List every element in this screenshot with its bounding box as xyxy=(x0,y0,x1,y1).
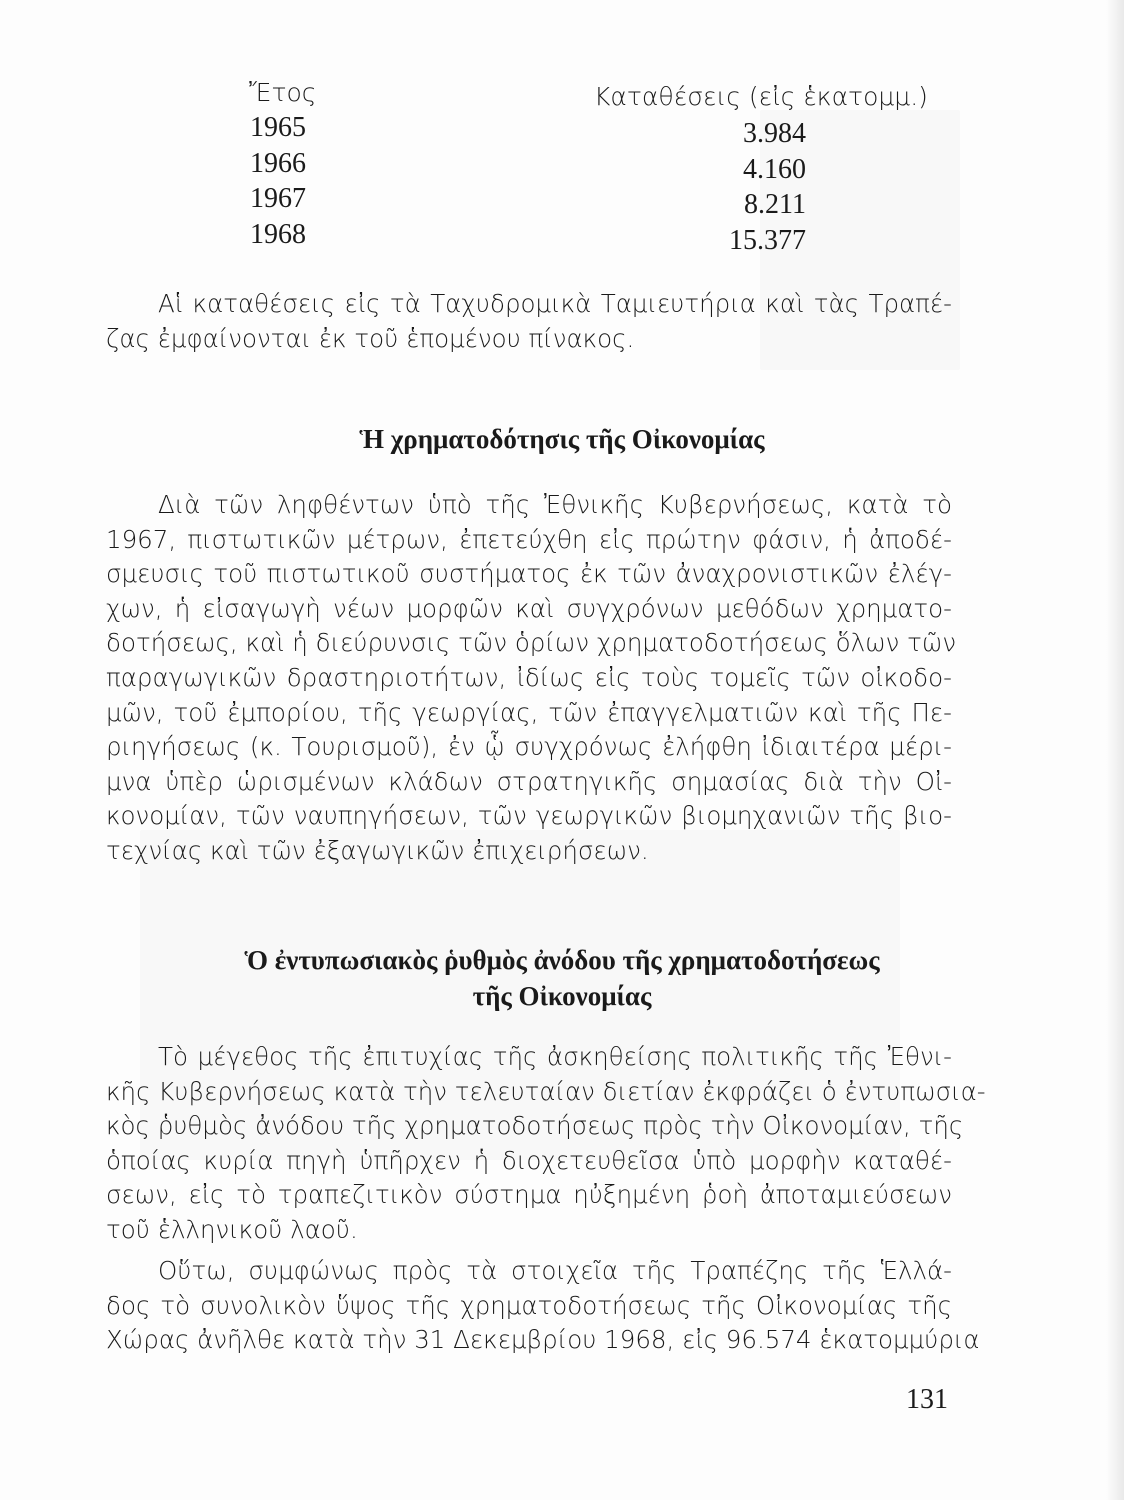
table-cell-year: 1967 xyxy=(250,183,306,214)
table-year-header: Ἔτος xyxy=(249,78,317,107)
table-row xyxy=(0,219,1124,255)
text-line: ζας ἐμφαίνονται ἐκ τοῦ ἑπομένου πίνακος. xyxy=(106,323,635,353)
text-line: δοτήσεως, καὶ ἡ διεύρυνσις τῶν ὁρίων χρηματοδοτήσεως ὅλων τῶν xyxy=(106,628,957,658)
text-line: Χώρας ἀνῆλθε κατὰ τὴν 31 Δεκεμβρίου 1968, εἰς 96.574 ἑκατομμύρια xyxy=(106,1325,980,1355)
intro-paragraph xyxy=(106,287,952,356)
total-financing-paragraph xyxy=(106,1254,980,1358)
section-heading-line: τῆς Οἰκονομίας xyxy=(472,981,652,1011)
text-line: Αἱ καταθέσεις εἰς τὰ Ταχυδρομικὰ Ταμιευτήρια καὶ τὰς Τραπέ- xyxy=(158,289,952,318)
text-line: μῶν, τοῦ ἐμπορίου, τῆς γεωργίας, τῶν ἐπαγγελματιῶν καὶ τῆς Πε- xyxy=(106,697,952,727)
financing-paragraph xyxy=(106,488,957,869)
text-line: Οὕτω, συμφώνως πρὸς τὰ στοιχεῖα τῆς Τραπέζης τῆς Ἑλλά- xyxy=(158,1256,952,1285)
text-line: τεχνίας καὶ τῶν ἐξαγωγικῶν ἐπιχειρήσεων. xyxy=(106,835,649,865)
section-heading xyxy=(0,942,1124,1014)
text-line: κὸς ῥυθμὸς ἀνόδου τῆς χρηματοδοτήσεως πρὸς τὴν Οἰκονομίαν, τῆς xyxy=(106,1111,964,1141)
section-heading-line: Ὁ ἐντυπωσιακὸς ῥυθμὸς ἀνόδου τῆς χρηματοδοτήσεως xyxy=(244,945,880,975)
text-line: σεων, εἰς τὸ τραπεζιτικὸν σύστημα ηὐξημένη ῥοὴ ἀποταμιεύσεων xyxy=(106,1180,952,1210)
table-cell-value: 8.211 xyxy=(744,189,806,220)
table-cell-value: 15.377 xyxy=(729,225,806,256)
table-row xyxy=(0,148,1124,184)
table-row xyxy=(0,112,1124,148)
page-number: 131 xyxy=(906,1384,948,1415)
text-line: ριηγήσεως (κ. Τουρισμοῦ), ἐν ᾧ συγχρόνως ἐλήφθη ἰδιαιτέρα μέρι- xyxy=(106,732,952,762)
table-cell-year: 1968 xyxy=(250,219,306,250)
text-line: ὁποίας κυρία πηγὴ ὑπῆρχεν ἡ διοχετευθεῖσα ὑπὸ μορφὴν καταθέ- xyxy=(106,1145,952,1175)
text-line: κῆς Κυβερνήσεως κατὰ τὴν τελευταίαν διετίαν ἐκφράζει ὁ ἐντυπωσια- xyxy=(106,1076,986,1106)
text-line: Τὸ μέγεθος τῆς ἐπιτυχίας τῆς ἀσκηθείσης πολιτικῆς τῆς Ἐθνι- xyxy=(158,1042,952,1071)
text-line: παραγωγικῶν δραστηριοτήτων, ἰδίως εἰς τοὺς τομεῖς τῶν οἰκοδο- xyxy=(106,662,952,692)
table-cell-value: 3.984 xyxy=(743,118,806,149)
growth-paragraph xyxy=(106,1040,986,1248)
text-line: Διὰ τῶν ληφθέντων ὑπὸ τῆς Ἐθνικῆς Κυβερνήσεως, κατὰ τὸ xyxy=(158,490,952,519)
table-cell-year: 1966 xyxy=(250,148,306,179)
text-line: 1967, πιστωτικῶν μέτρων, ἐπετεύχθη εἰς πρώτην φάσιν, ἡ ἀποδέ- xyxy=(106,524,952,554)
table-deposits-header: Καταθέσεις (εἰς ἑκατομμ.) xyxy=(594,82,928,111)
text-line: μνα ὑπὲρ ὡρισμένων κλάδων στρατηγικῆς σημασίας διὰ τὴν Οἰ- xyxy=(106,766,952,796)
text-line: τοῦ ἑλληνικοῦ λαοῦ. xyxy=(106,1214,358,1244)
table-row xyxy=(0,183,1124,219)
text-line: κονομίαν, τῶν ναυπηγήσεων, τῶν γεωργικῶν βιομηχανιῶν τῆς βιο- xyxy=(106,801,952,831)
section-heading: Ἡ χρηματοδότησις τῆς Οἰκονομίας xyxy=(359,424,765,454)
text-line: χων, ἡ εἰσαγωγὴ νέων μορφῶν καὶ συγχρόνων μεθόδων χρηματο- xyxy=(106,593,952,623)
text-line: σμευσις τοῦ πιστωτικοῦ συστήματος ἐκ τῶν ἀναχρονιστικῶν ἐλέγ- xyxy=(106,559,952,589)
text-line: δος τὸ συνολικὸν ὕψος τῆς χρηματοδοτήσεως τῆς Οἰκονομίας τῆς xyxy=(106,1290,952,1320)
table-cell-value: 4.160 xyxy=(743,154,806,185)
table-cell-year: 1965 xyxy=(250,112,306,143)
